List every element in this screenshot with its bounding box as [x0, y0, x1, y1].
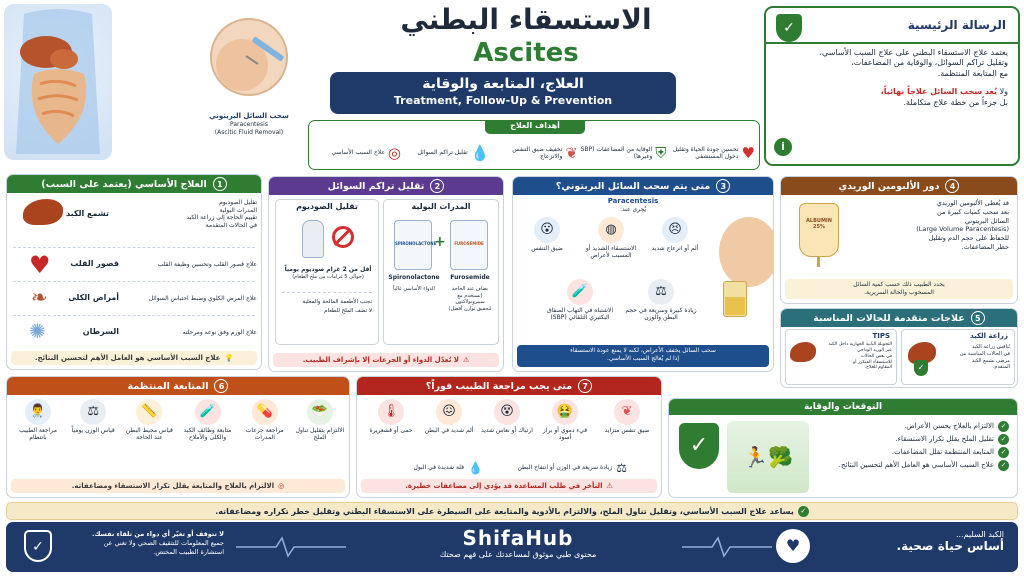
abdomen-illustration	[4, 4, 112, 160]
doctor-icon: 👨‍⚕	[25, 399, 51, 425]
abdominal-pain-icon: 😖	[436, 399, 462, 425]
scale-icon: ⚖	[616, 461, 627, 475]
cancer-cause: السرطان	[82, 327, 119, 336]
followup-item: ⚖ قياس الوزن يومياً	[66, 399, 120, 469]
page-title-en: Ascites	[473, 38, 579, 68]
paracentesis-illustration	[210, 18, 288, 96]
lightbulb-icon: 💡	[224, 354, 234, 362]
kidney-cause: أمراض الكلى	[68, 293, 119, 302]
tips-text: في بعض الحالات	[860, 353, 892, 359]
heart-point: علاج قصور القلب وتحسين وظيفة القلب	[157, 261, 257, 268]
tips-title: TIPS	[872, 332, 890, 340]
section-2-fluid-reduction	[268, 176, 504, 372]
lungs-icon: ❦	[614, 399, 640, 425]
slogan-line: أساس حياة صحية.	[896, 539, 1004, 553]
scale-icon: ⚖	[80, 399, 106, 425]
transplant-title: زراعة الكبد	[970, 332, 1008, 340]
cancer-cells-icon: ✺	[29, 319, 46, 343]
section-number: 5	[971, 311, 985, 325]
heartbeat-line-left	[236, 536, 346, 558]
followup-item: 🥗 الالتزام بتقليل تناول الملح	[293, 399, 347, 469]
urgent-item: 😖 ألم شديد في البطن	[421, 399, 477, 434]
followup-item: 📏 قياس محيط البطن عند الحاجة	[121, 399, 177, 469]
check-icon: ✓	[998, 447, 1009, 458]
cancer-point: علاج الورم وفق نوعه ومرحلته	[182, 329, 257, 336]
subtitle-ar: العلاج، المتابعة والوقاية	[422, 76, 584, 92]
key-message-title: الرسالة الرئيسية	[907, 18, 1006, 32]
section-6-footer: ◎ الالتزام بالعلاج والمتابعة يقلل تكرار الاستسقاء ومضاعفاته.	[11, 479, 345, 493]
section-number: 6	[214, 379, 228, 393]
sodium-tip: لا تضف الملح للطعام	[324, 307, 372, 314]
scale-icon: ⚖	[648, 279, 674, 305]
key-message-line: وتقليل تراكم السوائل، والوقاية من المضاعفات،	[851, 58, 1008, 68]
medication-icon: 💊	[252, 399, 278, 425]
info-icon: i	[774, 138, 792, 156]
goals-panel	[308, 120, 760, 170]
heart-organ-icon: ♥	[29, 251, 51, 279]
drop-icon: 💧	[468, 461, 483, 475]
key-message-line: ولا	[997, 87, 1008, 97]
liver-point: المدرات البولية	[219, 206, 257, 214]
section-6-follow-up	[6, 376, 350, 498]
section-7-warning: ⚠ التأخر في طلب المساعدة قد يؤدي إلى مضاعفات خطيرة.	[361, 479, 657, 493]
distended-abdomen-icon: ◍	[598, 217, 624, 243]
prevention-item: ✓ الالتزام بالعلاج يحسن الأعراض.	[813, 421, 1009, 432]
shield-check-icon: ✓	[914, 360, 928, 376]
kidney-icon: ❧	[31, 285, 48, 309]
check-icon: ✓	[798, 506, 809, 517]
spironolactone-label: Spironolactone	[388, 274, 440, 281]
section-5-advanced-treatments	[780, 308, 1018, 388]
section-number: 4	[945, 179, 959, 193]
brand-tagline: محتوى طبي موثوق لمساعدتك على فهم صحتك	[439, 550, 597, 559]
goal-item: ◎ علاج السبب الأساسي	[331, 144, 401, 162]
section-4-footer: يحدد الطبيب ذلك حسب كمية السائل المسحوب والحالة السريرية.	[785, 279, 1013, 299]
albumin-text-en: (Large Volume Paracentesis)	[916, 225, 1009, 234]
thermometer-icon: 🌡	[378, 399, 404, 425]
check-icon: ✓	[998, 421, 1009, 432]
abdomen-drain-illustration	[711, 217, 773, 327]
goal-item: 💧 تقليل تراكم السوائل	[417, 144, 490, 162]
prevention-item: ✓ تقليل الملح يقلل تكرار الاستسقاء.	[813, 434, 1009, 445]
breathless-icon: 😮	[534, 217, 560, 243]
section-title: متى يجب مراجعة الطبيب فوراً؟	[425, 380, 573, 392]
section-number: 1	[213, 177, 227, 191]
section-number: 2	[430, 179, 444, 193]
no-salt-icon	[332, 226, 354, 248]
shield-check-icon: ✓	[24, 530, 52, 562]
albumin-text: بعد سحب كميات كبيرة من	[937, 207, 1009, 216]
section-title: علاجات متقدمة للحالات المناسبة	[813, 312, 965, 324]
section-title: المتابعة المنتظمة	[127, 380, 209, 392]
target-icon: ◎	[387, 144, 401, 162]
shield-check-icon: ✓	[776, 14, 802, 42]
urgent-item: ⚖ زيادة سريعة في الوزن أو انتفاخ البطن	[517, 461, 627, 475]
furosemide-label: Furosemide	[450, 274, 490, 281]
indication-item: 😣 ألم أو انزعاج شديد	[645, 217, 705, 252]
blood-tubes-icon: 🧪	[195, 399, 221, 425]
tips-text: التحويلة البابية الجهازية داخل الكبد	[828, 342, 892, 347]
goal-item: ♥ تحسين جودة الحياة وتقليل دخول المستشفى	[672, 144, 755, 162]
indication-item: 🧪 الاشتباه في التهاب الصفاق البكتيري التلقائي (SBP)	[543, 279, 617, 321]
key-message-highlight: يُعد سحب السائل علاجاً نهائياً،	[880, 87, 998, 97]
tips-text: عبر الوريد الوداجي	[857, 347, 892, 353]
disclaimer-text: استشارة الطبيب المختص.	[153, 548, 224, 557]
shield-check-icon: ✓	[679, 423, 719, 469]
transplant-box	[901, 329, 1015, 385]
sodium-tip: تجنب الأطعمة المالحة والمعلبة	[302, 299, 372, 305]
test-tube-icon: 🧪	[567, 279, 593, 305]
confusion-icon: 😵	[494, 399, 520, 425]
lungs-icon: ❦	[565, 144, 578, 162]
drop-icon: 💧	[470, 144, 490, 162]
liver-tips-icon	[790, 342, 816, 362]
sodium-title: تقليل الصوديوم	[296, 202, 358, 211]
indication-item: ◍ الاستسقاء الشديد أو المسبب لأعراض	[579, 217, 643, 259]
liver-icon	[23, 199, 63, 225]
tips-text: المقاوم للعلاج.	[864, 365, 892, 371]
footer-bar	[6, 522, 1018, 572]
transplant-text: المتقدم.	[992, 364, 1010, 371]
prevention-item: ✓ المتابعة المنتظمة تقلل المضاعفات.	[813, 447, 1009, 458]
transplant-text: مرضى تشمع الكبد	[971, 357, 1010, 364]
liver-cause: تشمع الكبد	[65, 209, 109, 218]
albumin-text: قد يُعطى الألبومين الوريدي	[936, 199, 1009, 207]
page-title-ar: الاستسقاء البطني	[400, 3, 652, 36]
section-1-primary-treatment	[6, 174, 262, 370]
goal-item: ⛨ الوقاية من المضاعفات (SBP وغيرها)	[580, 144, 667, 162]
tips-text: للاستسقاء المتكرر أو	[853, 359, 892, 365]
albumin-text: للحفاظ على حجم الدم وتقليل	[928, 234, 1009, 243]
furosemide-bottle: FUROSEMIDE	[450, 220, 488, 270]
summary-bar: ✓ يساعد علاج السبب الأساسي، وتقليل تناول الملح، والالتزام بالأدوية والمتابعة على السيطرة على الاستسقاء البطني وتقليل خطر تكراره ومضاعفاته.	[6, 502, 1018, 520]
slogan-line: الكبد السليم...	[955, 530, 1004, 539]
furosemide-caption: لتحقيق توازن أفضل)	[448, 305, 492, 312]
diuretics-box	[383, 199, 499, 345]
urgent-item: ❦ ضيق تنفس متزايد	[597, 399, 657, 434]
spironolactone-bottle: SPIRONOLACTONE	[394, 220, 432, 270]
tape-measure-icon: 📏	[136, 399, 162, 425]
section-3-paracentesis	[512, 176, 774, 372]
procedure-name-en2: (Ascitic Fluid Removal)	[214, 128, 284, 136]
albumin-bag-icon: ALBUMIN 25%	[799, 203, 839, 257]
procedure-name-en: Paracentesis	[230, 121, 268, 129]
disclaimer-text: جميع المعلومات للتثقيف الصحي ولا تغني عن	[103, 539, 224, 548]
healthy-food-icon: 🥗	[307, 399, 333, 425]
furosemide-caption: يضاف عند الحاجة	[451, 286, 489, 292]
section-1-footer: 💡 علاج السبب الأساسي هو العامل الأهم لتحسين النتائج.	[11, 351, 257, 365]
section-number: 3	[716, 179, 730, 193]
kidney-point: علاج المرض الكلوي وضبط احتباس السوائل	[148, 295, 257, 302]
indication-item: ⚖ زيادة كبيرة وسريعة في حجم البطن والوزن	[621, 279, 701, 321]
section-title: العلاج الأساسي (يعتمد على السبب)	[41, 178, 207, 190]
section-title: دور الألبومين الوريدي	[838, 180, 940, 192]
section-title: تقليل تراكم السوائل	[327, 180, 425, 192]
urgent-item: 🤮 قيء دموي أو براز أسود	[537, 399, 593, 441]
check-icon: ✓	[998, 434, 1009, 445]
liver-point: تقليل الصوديوم	[219, 199, 257, 206]
section-number: 7	[578, 379, 592, 393]
salt-shaker-icon	[302, 220, 324, 258]
followup-item: 👨‍⚕ مراجعة الطبيب بانتظام	[11, 399, 65, 469]
section-3-footer: سحب السائل يخفف الأعراض، لكنه لا يمنع عودة الاستسقاء إذا لم يُعالج السبب الأساسي.	[517, 345, 769, 367]
urgent-item: 💧 قلة شديدة في البول	[413, 461, 483, 475]
sodium-limit: أقل من 2 غرام صوديوم يومياً	[284, 266, 372, 273]
albumin-text: السائل البريتوني	[964, 216, 1009, 225]
section-7-urgent-signs	[356, 376, 662, 498]
plus-icon: +	[434, 234, 446, 250]
urgent-item: 😵 ارتباك أو نعاس شديد	[479, 399, 535, 434]
section-title: متى يتم سحب السائل البريتوني؟	[555, 180, 711, 192]
transplant-text: تُناقش زراعة الكبد	[971, 344, 1010, 350]
paracentesis-when: يُجرى عند:	[619, 206, 647, 214]
key-message-panel	[764, 6, 1020, 166]
warning-icon: ⚠	[463, 356, 470, 364]
furosemide-caption: (يستخدم مع سبيرونولاكتون	[455, 292, 485, 305]
sodium-limit-note: (حوالي 5 غرامات من ملح الطعام)	[292, 273, 364, 280]
section-8-prognosis-prevention	[668, 398, 1018, 498]
target-icon: ◎	[278, 482, 285, 490]
goal-item: ❦ تخفيف ضيق التنفس والانزعاج	[512, 144, 578, 162]
key-message-line: يعتمد علاج الاستسقاء البطني على علاج السبب الأساسي،	[819, 48, 1008, 57]
heart-cause: قصور القلب	[70, 259, 119, 268]
section-title: التوقعات والوقاية	[669, 399, 1017, 415]
liver-point: تقييم الحاجة إلى زراعة الكبد	[186, 214, 257, 221]
transplant-text: في الحالات المناسبة من	[959, 350, 1010, 357]
heartbeat-line-right	[682, 536, 772, 558]
indication-item: 😮 ضيق التنفس	[517, 217, 577, 252]
heart-icon: ♥	[741, 144, 755, 162]
urgent-item: 🌡 حمى أو قشعريرة	[363, 399, 419, 434]
subtitle-en: Treatment, Follow-Up & Prevention	[393, 94, 613, 107]
sodium-box	[275, 199, 379, 345]
pain-icon: 😣	[662, 217, 688, 243]
section-2-warning: ⚠ لا تُعدّل الدواء أو الجرعات إلا بإشراف الطبيب.	[273, 353, 499, 367]
check-icon: ✓	[998, 460, 1009, 471]
liver-point: في الحالات المتقدمة	[205, 221, 257, 229]
prevention-item: ✓ علاج السبب الأساسي هو العامل الأهم لتحسين النتائج.	[813, 460, 1009, 471]
albumin-text: خطر المضاعفات.	[961, 242, 1009, 251]
key-message-line: مع المتابعة المنتظمة.	[937, 68, 1008, 78]
procedure-name-ar: سحب السائل البريتوني	[209, 112, 289, 120]
brand-heart-hands-icon: ♥	[776, 529, 810, 563]
subtitle-banner	[330, 72, 676, 114]
vomiting-icon: 🤮	[552, 399, 578, 425]
warning-icon: ⚠	[606, 482, 613, 490]
shield-icon: ⛨	[655, 144, 667, 162]
tips-box	[785, 329, 897, 385]
followup-item: 🧪 متابعة وظائف الكبد والكلى والأملاح	[179, 399, 237, 469]
goals-title: أهداف العلاج	[485, 121, 585, 134]
spironolactone-caption: الدواء الأساسي غالباً	[393, 286, 435, 292]
key-message-line: بل جزءاً من خطة علاج متكاملة.	[903, 97, 1008, 107]
followup-item: 💊 مراجعة جرعات المدرات	[238, 399, 292, 469]
disclaimer-text: لا تتوقف أو تغيّر أي دواء من تلقاء نفسك.	[92, 530, 224, 538]
healthy-lifestyle-illustration: 🏃🥦	[727, 421, 809, 493]
diuretics-title: المدرات البولية	[411, 202, 471, 211]
section-4-albumin	[780, 176, 1018, 304]
paracentesis-en: Paracentesis	[607, 197, 659, 205]
brand-logo-text: ShifaHub	[462, 526, 574, 550]
